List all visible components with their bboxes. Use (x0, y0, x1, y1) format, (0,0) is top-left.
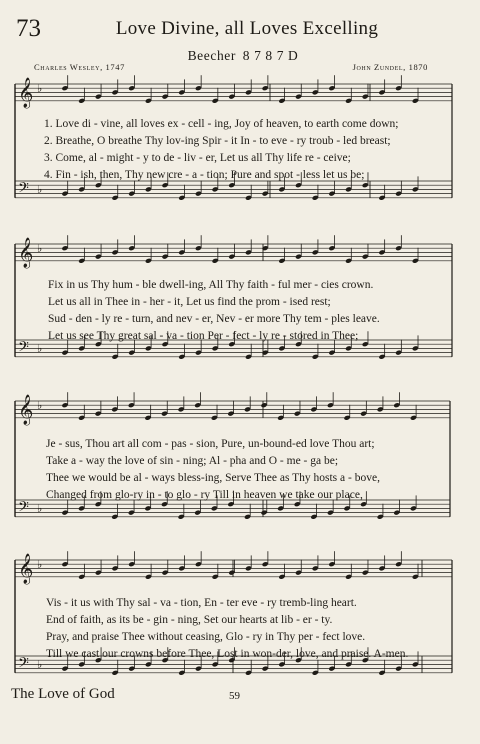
meter: 8 7 8 7 D (242, 48, 299, 63)
treble-clef-icon: 𝄞 (18, 395, 34, 425)
key-signature-flat-icon: ♭ (37, 342, 43, 355)
key-signature-flat-icon: ♭ (37, 558, 43, 571)
key-signature-flat-icon: ♭ (37, 399, 43, 412)
lyric-line: Je - sus, Thou art all com - pas - sion, Pure, un-bound-ed love Thou art; (46, 438, 375, 450)
lyric-line: Take a - way the love of sin - ning; Al - pha and O - me - ga be; (46, 455, 339, 467)
hymn-title: Love Divine, all Loves Excelling (115, 18, 379, 39)
tune-name: Beecher (187, 48, 236, 63)
bass-clef-icon: 𝄢 (18, 339, 29, 359)
bass-clef-icon: 𝄢 (18, 499, 29, 519)
lyric-line: Let us see Thy great sal - va - tion Per - fect - ly re - stored in Thee; (48, 330, 359, 342)
bass-clef-icon: 𝄢 (18, 180, 29, 200)
composer-credit: John Zundel, 1870 (352, 62, 428, 72)
lyric-line: End of faith, as its be - gin - ning, Set our hearts at lib - er - ty. (46, 614, 333, 626)
page-number: 59 (229, 690, 240, 702)
treble-clef-icon: 𝄞 (18, 238, 34, 268)
poet-credit: Charles Wesley, 1747 (34, 62, 125, 72)
key-signature-flat-icon: ♭ (37, 242, 43, 255)
hymn-number: 73 (16, 15, 41, 42)
lyric-line: 1. Love di - vine, all loves ex - cell - ing, Joy of heaven, to earth come down; (44, 118, 399, 130)
lyric-line: Fix in us Thy hum - ble dwell-ing, All Thy faith - ful mer - cies crown. (48, 279, 374, 291)
lyric-line: Let us all in Thee in - her - it, Let us find the prom - ised rest; (48, 296, 331, 308)
lyric-line: Till we cast our crowns before Thee, Lost in won-der, love, and praise. A-men. (46, 648, 409, 660)
treble-clef-icon: 𝄞 (18, 554, 34, 584)
lyric-line: Sud - den - ly re - turn, and nev - er, Nev - er more Thy tem - ples leave. (48, 313, 380, 325)
lyric-line: 3. Come, al - might - y to de - liv - er, Let us all Thy life re - ceive; (44, 152, 351, 164)
key-signature-flat-icon: ♭ (37, 658, 43, 671)
bass-clef-icon: 𝄢 (18, 655, 29, 675)
key-signature-flat-icon: ♭ (37, 82, 43, 95)
lyric-line: Thee we would be al - ways bless-ing, Serve Thee as Thy hosts a - bove, (46, 472, 380, 484)
section-label: The Love of God (11, 686, 115, 702)
lyric-line: Vis - it us with Thy sal - va - tion, En - ter eve - ry tremb-ling heart. (46, 597, 357, 609)
key-signature-flat-icon: ♭ (37, 183, 43, 196)
lyric-line: 4. Fin - ish, then, Thy new cre - a - tion; Pure and spot - less let us be; (44, 169, 365, 181)
treble-clef-icon: 𝄞 (18, 78, 34, 108)
lyric-line: Pray, and praise Thee without ceasing, Glo - ry in Thy per - fect love. (46, 631, 366, 643)
lyric-line: 2. Breathe, O breathe Thy lov-ing Spir - it In - to eve - ry troub - led breast; (44, 135, 391, 147)
lyric-line: Changed from glo-ry in - to glo - ry Till in heaven we take our place, (46, 489, 363, 501)
key-signature-flat-icon: ♭ (37, 502, 43, 515)
